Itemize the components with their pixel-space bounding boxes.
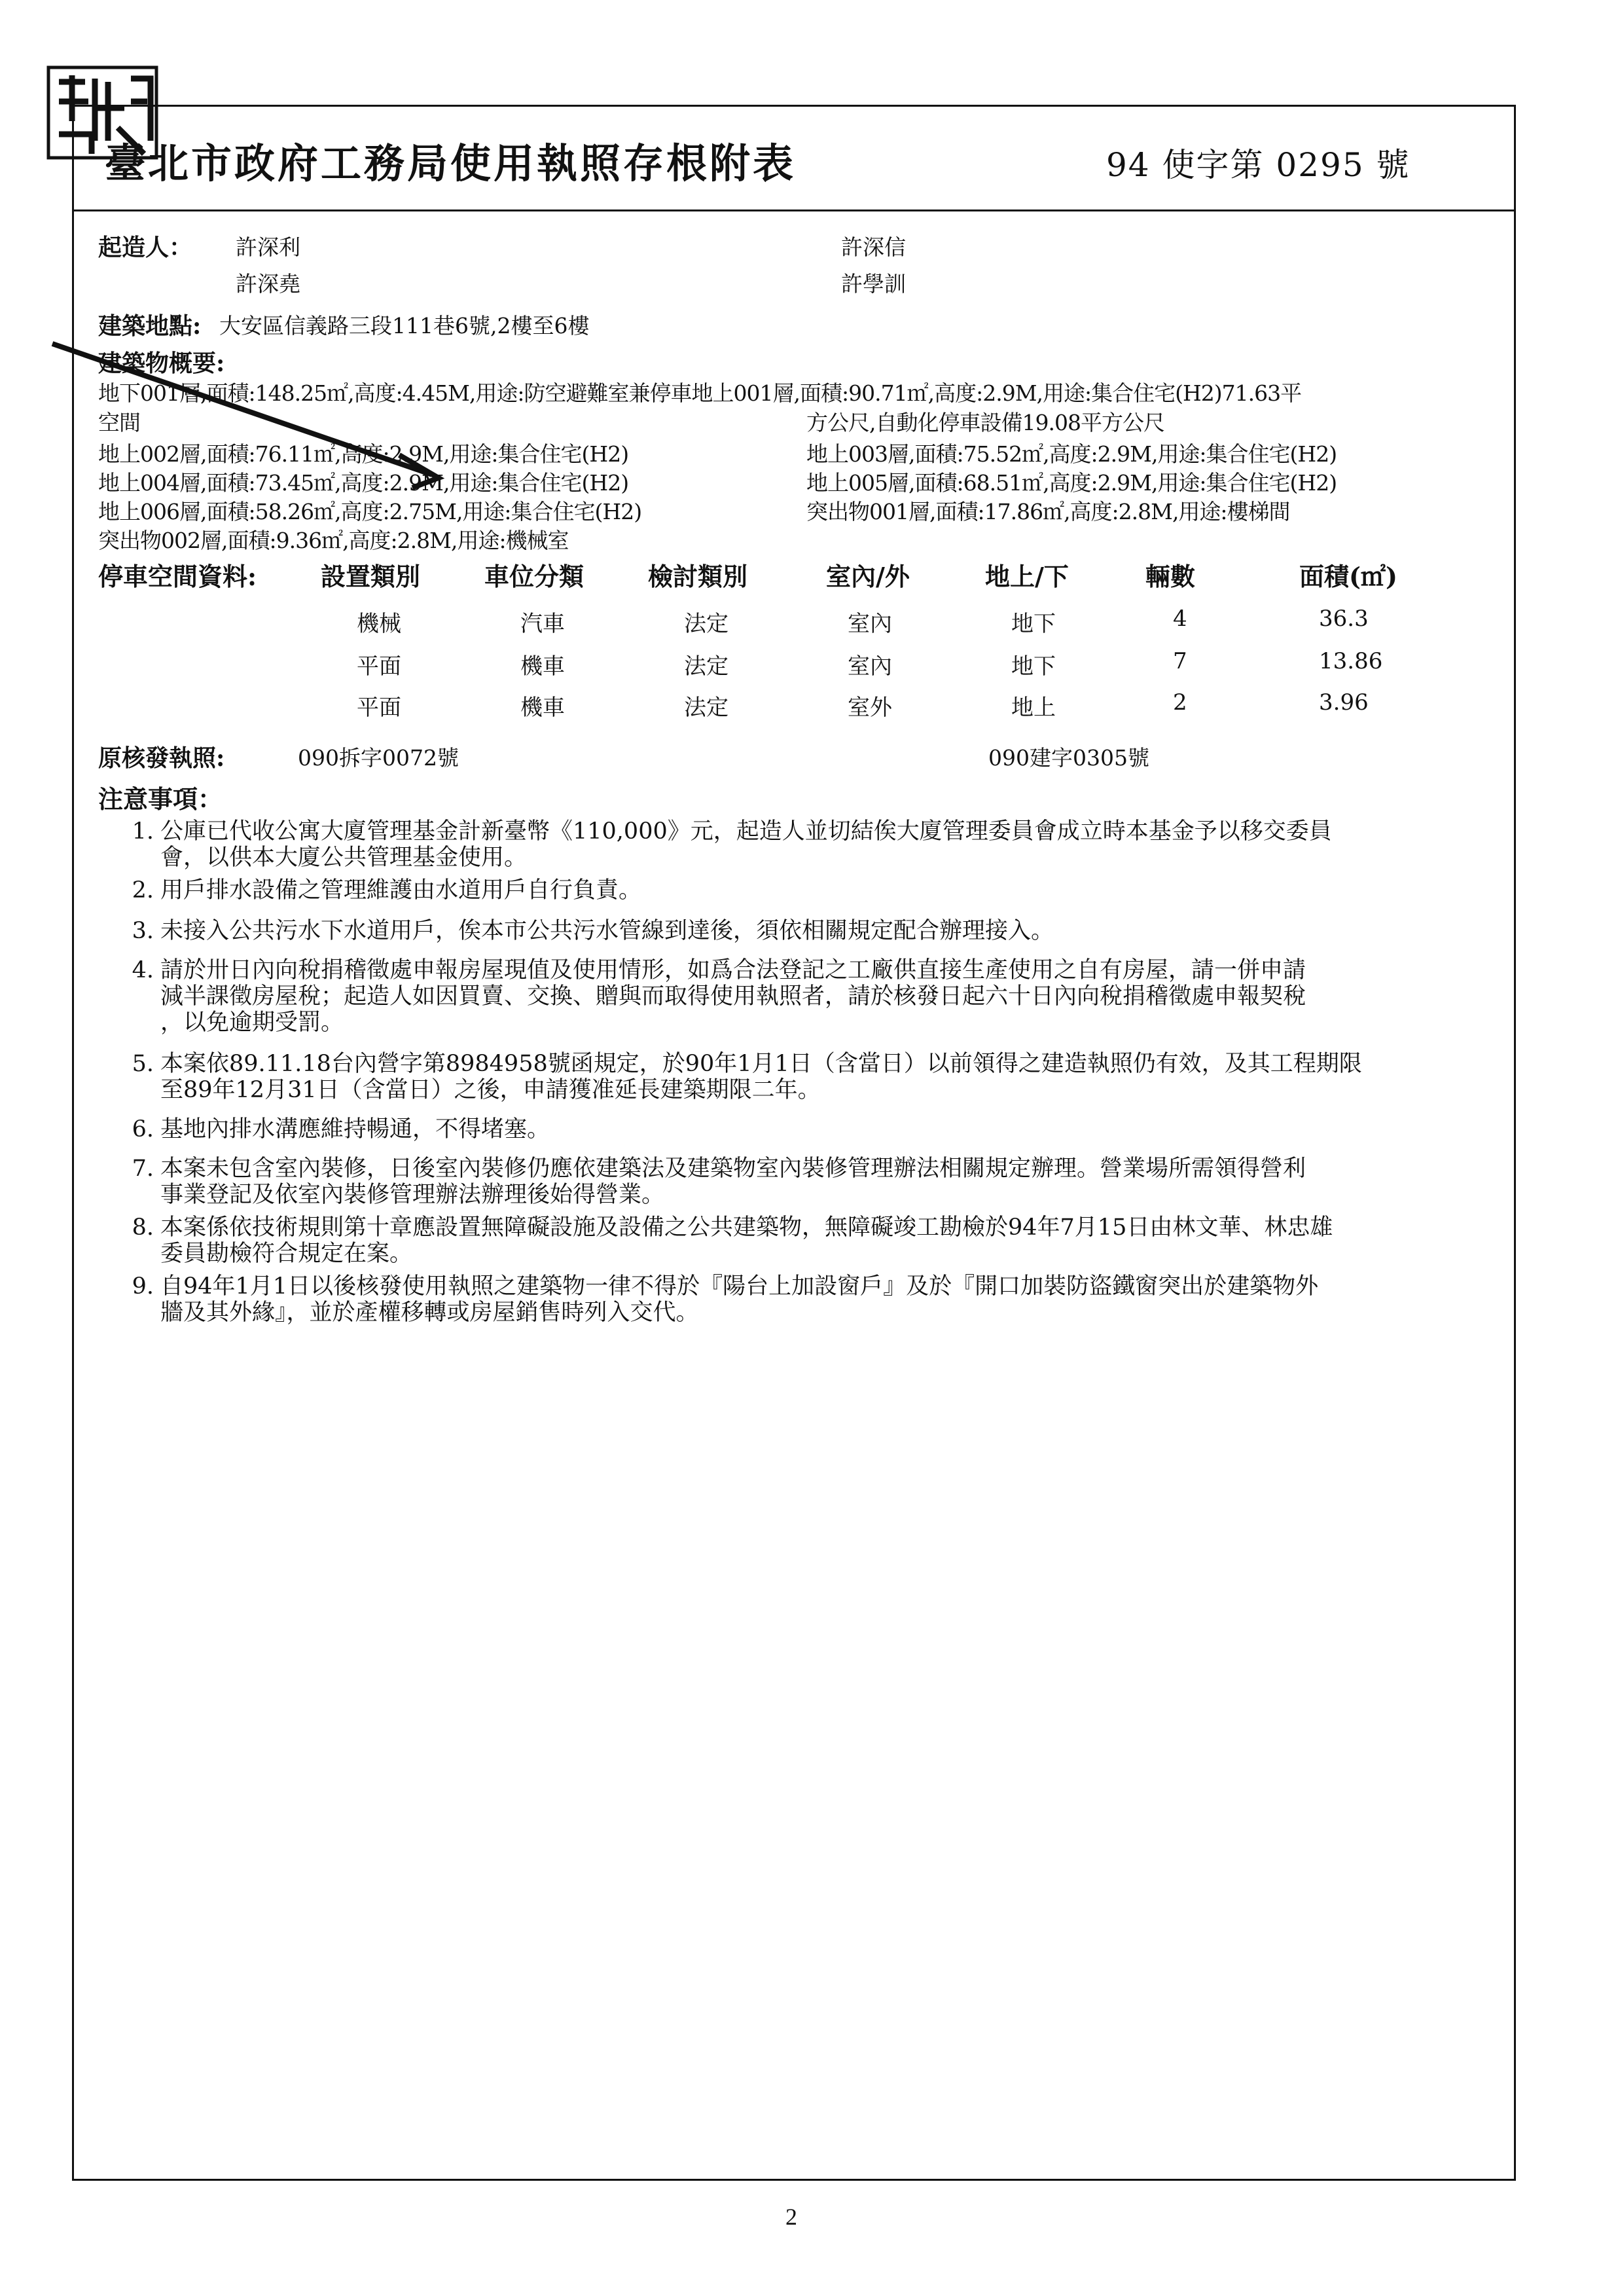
note-line: 未接入公共污水下水道用戶，俟本市公共污水管線到達後，須依相關規定配合辦理接入。 (160, 918, 1054, 944)
builder-name: 許深堯 (236, 271, 300, 297)
parking-cell: 13.86 (1319, 648, 1383, 674)
note-line: 牆及其外緣』，並於產權移轉或房屋銷售時列入交代。 (160, 1300, 699, 1326)
parking-cell: 地下 (1011, 653, 1056, 680)
parking-cell: 平面 (357, 653, 401, 680)
parking-cell: 機車 (520, 653, 565, 680)
note-line: 自94年1月1日以後核發使用執照之建築物一律不得於『陽台上加設窗戶』及於『開口加裝防盜鐵窗突出於建築物外 (160, 1273, 1319, 1300)
overview-line: 地下001層,面積:148.25㎡,高度:4.45M,用途:防空避難室兼停車地上001層,面積:90.71㎡,高度:2.9M,用途:集合住宅(H2)71.63平 (98, 380, 1302, 406)
overview-line: 地上004層,面積:73.45㎡,高度:2.9M,用途:集合住宅(H2) (98, 470, 629, 496)
parking-cell: 汽車 (520, 611, 565, 637)
parking-cell: 7 (1173, 648, 1187, 674)
parking-cell: 地下 (1011, 611, 1056, 637)
builders-label: 起造人： (98, 234, 193, 261)
note-line: 本案係依技術規則第十章應設置無障礙設施及設備之公共建築物，無障礙竣工勘檢於94年7月15日由林文華、林忠雄 (160, 1214, 1333, 1241)
overview-line: 方公尺,自動化停車設備19.08平方公尺 (806, 410, 1164, 435)
note-line: 至89年12月31日（含當日）之後，申請獲准延長建築期限二年。 (160, 1077, 821, 1103)
note-line: 基地內排水溝應維持暢通，不得堵塞。 (160, 1116, 550, 1142)
note-number: 2. (132, 877, 154, 903)
parking-cell: 4 (1173, 606, 1187, 632)
parking-header: 輛數 (1145, 562, 1196, 591)
builder-name: 許深利 (236, 234, 300, 260)
note-line: 請於卅日內向稅捐稽徵處申報房屋現值及使用情形，如爲合法登記之工廠供直接生產使用之自有房屋，請一併申請 (160, 957, 1306, 983)
parking-cell: 3.96 (1319, 689, 1369, 716)
overview-line: 地上005層,面積:68.51㎡,高度:2.9M,用途:集合住宅(H2) (806, 470, 1337, 496)
notes-title: 注意事項： (98, 784, 223, 814)
note-line: ，以免逾期受罰。 (160, 1010, 344, 1036)
note-number: 3. (132, 918, 154, 944)
parking-cell: 機車 (520, 695, 565, 721)
parking-header: 設置類別 (321, 562, 421, 591)
parking-header: 檢討類別 (648, 562, 748, 591)
parking-cell: 平面 (357, 695, 401, 721)
parking-cell: 2 (1173, 689, 1187, 716)
parking-header: 室內/外 (826, 562, 910, 591)
overview-line: 地上006層,面積:58.26㎡,高度:2.75M,用途:集合住宅(H2) (98, 499, 642, 524)
site-address: 大安區信義路三段111巷6號,2樓至6樓 (219, 313, 590, 338)
parking-cell: 法定 (684, 695, 728, 721)
note-number: 1. (132, 818, 154, 845)
document-title: 臺北市政府工務局使用執照存根附表 (105, 139, 797, 187)
parking-cell: 法定 (684, 611, 728, 637)
parking-cell: 室內 (848, 611, 892, 637)
overview-line: 突出物001層,面積:17.86㎡,高度:2.8M,用途:樓梯間 (806, 499, 1290, 524)
overview-line: 突出物002層,面積:9.36㎡,高度:2.8M,用途:機械室 (98, 528, 569, 553)
parking-header: 車位分類 (484, 562, 584, 591)
note-line: 委員勘檢符合規定在案。 (160, 1241, 413, 1267)
note-number: 5. (132, 1051, 154, 1077)
overview-line: 地上003層,面積:75.52㎡,高度:2.9M,用途:集合住宅(H2) (806, 441, 1337, 467)
note-number: 8. (132, 1214, 154, 1241)
note-line: 會，以供本大廈公共管理基金使用。 (160, 845, 528, 871)
original-permits-label: 原核發執照: (98, 744, 225, 772)
overview-label: 建築物概要: (98, 350, 225, 377)
note-line: 減半課徵房屋稅；起造人如因買賣、交換、贈與而取得使用執照者，請於核發日起六十日內向稅捐稽徵處申報契稅 (160, 983, 1306, 1010)
note-number: 7. (132, 1156, 154, 1182)
original-permit: 090建字0305號 (988, 745, 1149, 771)
parking-header: 地上/下 (985, 562, 1069, 591)
overview-line: 空間 (98, 410, 140, 435)
note-number: 4. (132, 957, 154, 983)
overview-line: 地上002層,面積:76.11㎡,高度:2.9M,用途:集合住宅(H2) (98, 441, 629, 467)
note-line: 本案依89.11.18台內營字第8984958號函規定，於90年1月1日（含當日）以前領得之建造執照仍有效，及其工程期限 (160, 1051, 1362, 1077)
parking-cell: 法定 (684, 653, 728, 680)
note-line: 本案未包含室內裝修，日後室內裝修仍應依建築法及建築物室內裝修管理辦法相關規定辦理。營業場所需領得營利 (160, 1156, 1306, 1182)
parking-header: 面積(㎡) (1299, 562, 1397, 591)
site-label: 建築地點: (98, 312, 202, 340)
note-number: 9. (132, 1273, 154, 1300)
builder-name: 許學訓 (841, 271, 906, 297)
builder-name: 許深信 (841, 234, 906, 260)
original-permit: 090拆字0072號 (298, 745, 459, 771)
header-divider (72, 210, 1514, 211)
parking-cell: 室內 (848, 653, 892, 680)
parking-cell: 室外 (848, 695, 892, 721)
note-number: 6. (132, 1116, 154, 1142)
page-number: 2 (785, 2204, 797, 2230)
parking-label: 停車空間資料: (98, 562, 257, 591)
parking-cell: 地上 (1011, 695, 1056, 721)
parking-cell: 36.3 (1319, 606, 1369, 632)
permit-number: 94 使字第 0295 號 (1106, 146, 1411, 184)
note-line: 用戶排水設備之管理維護由水道用戶自行負責。 (160, 877, 642, 903)
note-line: 事業登記及依室內裝修管理辦法辦理後始得營業。 (160, 1182, 665, 1208)
parking-cell: 機械 (357, 611, 401, 637)
note-line: 公庫已代收公寓大廈管理基金計新臺幣《110,000》元，起造人並切結俟大廈管理委員會成立時本基金予以移交委員 (160, 818, 1332, 845)
